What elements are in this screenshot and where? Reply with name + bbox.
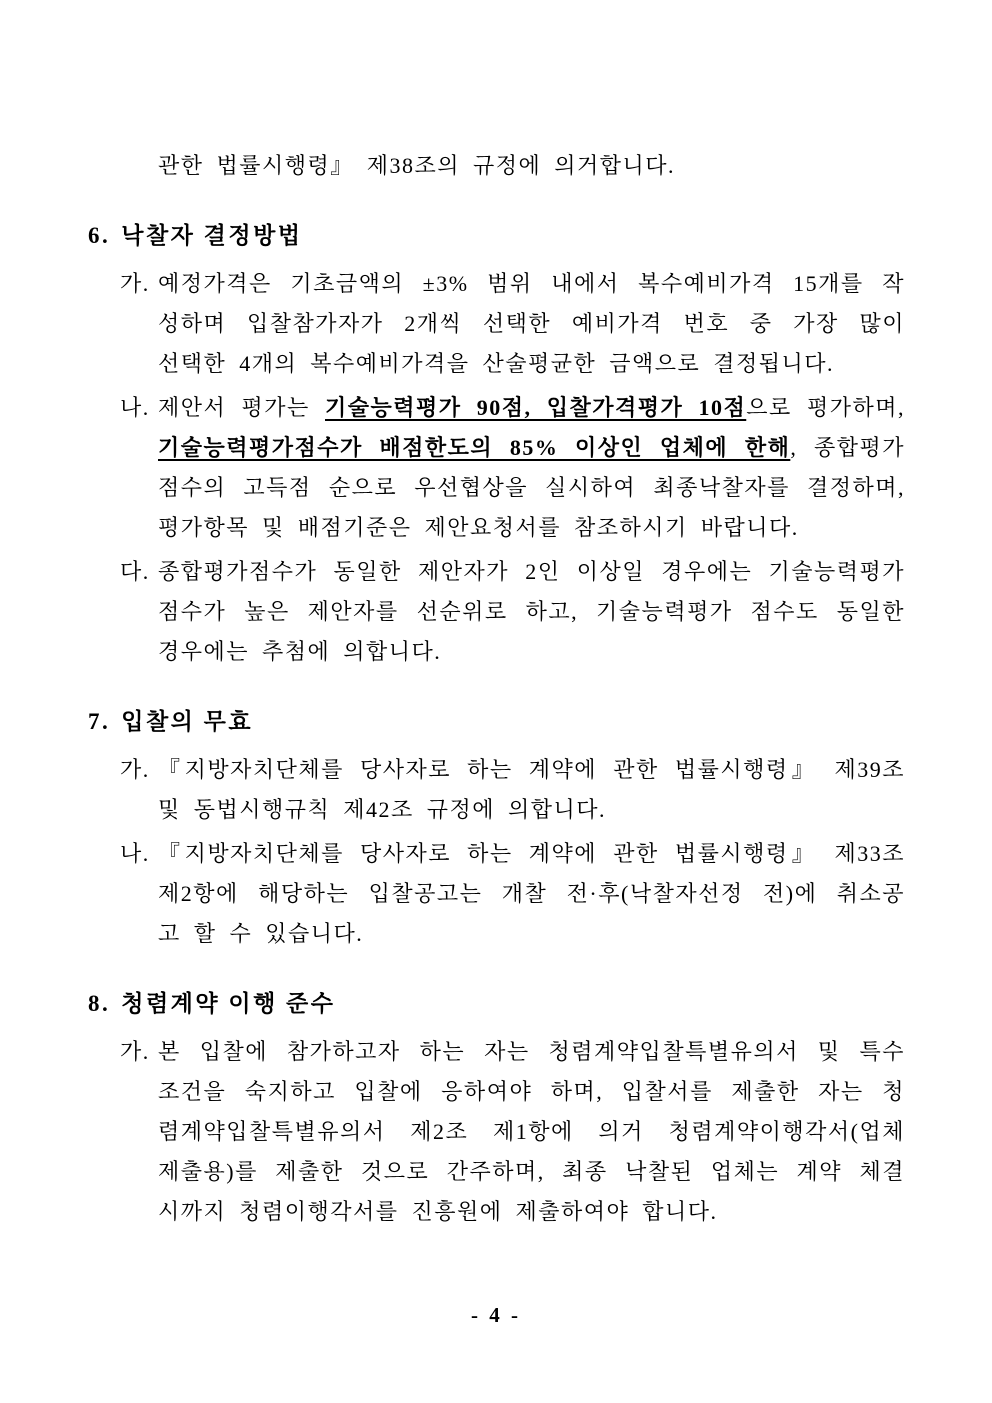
item-line (158, 468, 905, 508)
item-line (158, 790, 905, 830)
item-label: 나. (120, 395, 150, 420)
item-line (158, 874, 905, 914)
continuation-line: 관한 법률시행령』 제38조의 규정에 의거합니다. (158, 153, 676, 178)
text-segment: 성하며 입찰참가자가 2개씩 선택한 예비가격 번호 중 가장 많이 (158, 311, 905, 336)
item-line (158, 428, 905, 468)
item-line (158, 344, 905, 384)
text-segment: 종합평가점수가 동일한 제안자가 2인 이상일 경우에는 기술능력평가 (158, 559, 905, 584)
text-segment: 점수의 고득점 순으로 우선협상을 실시하여 최종낙찰자를 결정하며, (158, 475, 905, 500)
section-heading (88, 984, 905, 1024)
text-segment: 선택한 4개의 복수예비가격을 산술평균한 금액으로 결정됩니다. (158, 351, 835, 376)
text-segment: 및 동법시행규칙 제42조 규정에 의합니다. (158, 797, 607, 822)
list-item (88, 750, 905, 830)
text-segment: 점수가 높은 제안자를 선순위로 하고, 기술능력평가 점수도 동일한 (158, 599, 905, 624)
item-line (158, 750, 905, 790)
text-segment: 고 할 수 있습니다. (158, 921, 364, 946)
text-segment: 시까지 청렴이행각서를 진흥원에 제출하여야 합니다. (158, 1199, 718, 1224)
text-segment: , 종합평가 (790, 435, 905, 460)
emphasized-text-segment: 기술능력평가점수가 배점한도의 85% 이상인 업체에 한해 (158, 435, 791, 460)
section-number: 6. (88, 223, 111, 248)
item-line (158, 388, 905, 428)
item-line (158, 834, 905, 874)
document-section (88, 216, 905, 672)
item-line (158, 508, 905, 548)
text-segment: 본 입찰에 참가하고자 하는 자는 청렴계약입찰특별유의서 및 특수 (158, 1039, 905, 1064)
document-section (88, 984, 905, 1232)
section-heading (88, 216, 905, 256)
text-segment: 렴계약입찰특별유의서 제2조 제1항에 의거 청렴계약이행각서(업체 (158, 1119, 905, 1144)
item-line (158, 304, 905, 344)
text-segment: 제안서 평가는 (158, 395, 325, 420)
item-line (158, 914, 905, 954)
emphasized-text-segment: 기술능력평가 90점, 입찰가격평가 10점 (325, 395, 747, 420)
item-line (158, 1032, 905, 1072)
text-segment: 경우에는 추첨에 의합니다. (158, 639, 442, 664)
text-segment: 『지방자치단체를 당사자로 하는 계약에 관한 법률시행령』 제33조 (158, 841, 905, 866)
item-line (158, 1072, 905, 1112)
list-item (88, 388, 905, 548)
document-section (88, 702, 905, 954)
section-heading (88, 702, 905, 742)
section-number: 8. (88, 991, 111, 1016)
text-segment: 예정가격은 기초금액의 ±3% 범위 내에서 복수예비가격 15개를 작 (158, 271, 905, 296)
item-label: 가. (120, 1039, 150, 1064)
list-item (88, 552, 905, 672)
item-label: 나. (120, 841, 150, 866)
section-title: 입찰의 무효 (121, 709, 254, 734)
item-label: 가. (120, 757, 150, 782)
item-label: 가. (120, 271, 150, 296)
section-title: 낙찰자 결정방법 (121, 223, 303, 248)
text-segment: 평가항목 및 배점기준은 제안요청서를 참조하시기 바랍니다. (158, 515, 799, 540)
text-segment: 『지방자치단체를 당사자로 하는 계약에 관한 법률시행령』 제39조 (158, 757, 905, 782)
text-segment: 으로 평가하며, (746, 395, 906, 420)
list-item (88, 834, 905, 954)
item-line (158, 1192, 905, 1232)
item-line (158, 552, 905, 592)
text-segment: 제2항에 해당하는 입찰공고는 개찰 전·후(낙찰자선정 전)에 취소공 (158, 881, 905, 906)
text-segment: 조건을 숙지하고 입찰에 응하여야 하며, 입찰서를 제출한 자는 청 (158, 1079, 905, 1104)
section-title: 청렴계약 이행 준수 (121, 991, 336, 1016)
page-number: - 4 - (471, 1303, 521, 1327)
item-label: 다. (120, 559, 150, 584)
item-line (158, 1152, 905, 1192)
text-segment: 제출용)를 제출한 것으로 간주하며, 최종 낙찰된 업체는 계약 체결 (158, 1159, 905, 1184)
sections-container (88, 216, 905, 1232)
list-item (88, 264, 905, 384)
item-line (158, 592, 905, 632)
section-number: 7. (88, 709, 111, 734)
item-line (158, 264, 905, 304)
item-line (158, 1112, 905, 1152)
item-line (158, 632, 905, 672)
list-item (88, 1032, 905, 1232)
